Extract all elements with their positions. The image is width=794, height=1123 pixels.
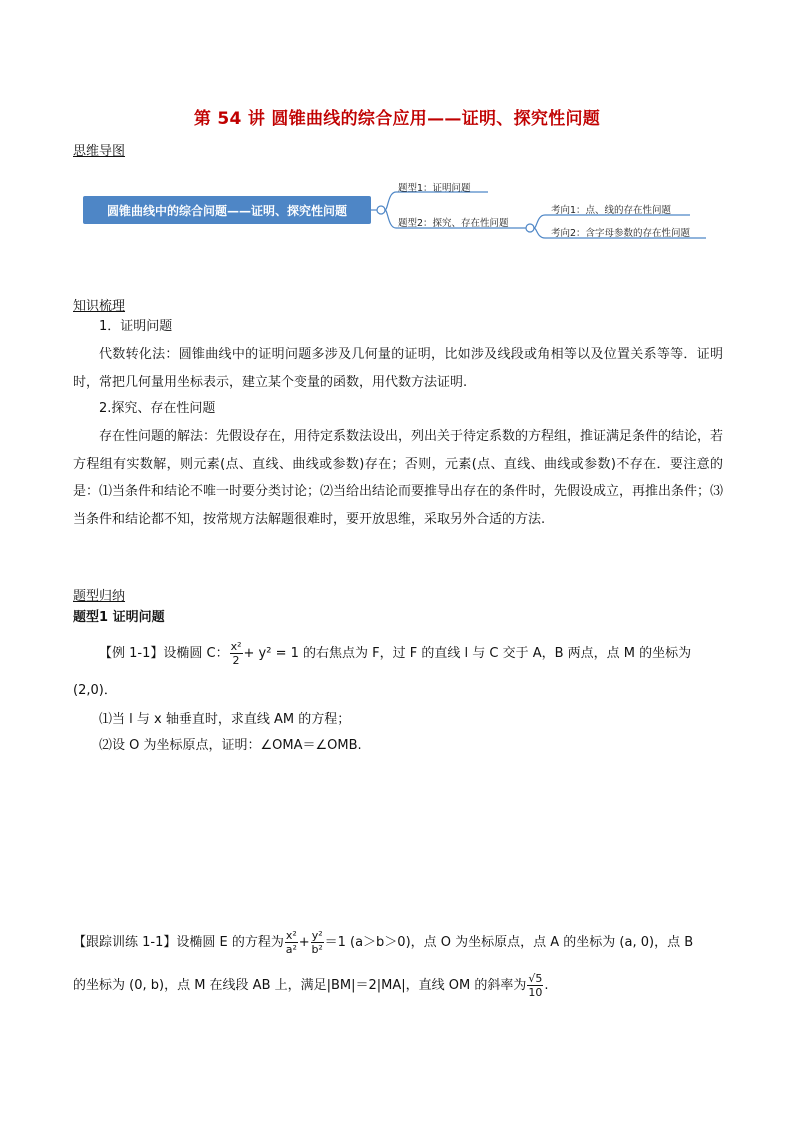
fraction-numerator: x² xyxy=(285,929,297,942)
follow-text-a: 设椭圆 E 的方程为 xyxy=(176,935,284,950)
follow-text-b: ＝1 (a＞b＞0)，点 O 为坐标原点，点 A 的坐标为 (a, 0)，点 B xyxy=(324,935,694,950)
fraction-denominator: a² xyxy=(285,943,297,956)
question-1: ⑴当 l 与 x 轴垂直时，求直线 AM 的方程； xyxy=(99,712,351,727)
mindmap-node-direction2: 考向2：含字母参数的存在性问题 xyxy=(551,228,691,239)
type1-heading: 题型1 证明问题 xyxy=(73,610,165,625)
follow-fraction-x xyxy=(285,930,298,955)
follow-fraction-slope xyxy=(527,973,543,998)
mindmap-root-node: 圆锥曲线中的综合问题——证明、探究性问题 xyxy=(83,196,371,224)
follow-training-line2 xyxy=(73,972,549,1000)
fraction-numerator: y² xyxy=(311,929,323,942)
fraction-denominator: 2 xyxy=(232,654,240,667)
follow-line2-a: 的坐标为 (0, b)，点 M 在线段 AB 上，满足|BM|＝2|MA|，直线 OM 的斜率为 xyxy=(73,978,527,993)
fraction-numerator: √5 xyxy=(528,972,543,985)
page-title: 第 54 讲 圆锥曲线的综合应用——证明、探究性问题 xyxy=(193,109,601,129)
example-fraction xyxy=(230,641,243,666)
fraction-denominator: b² xyxy=(311,943,323,956)
follow-line2-b: . xyxy=(544,978,549,993)
example-tag: 【例 1-1】 xyxy=(99,646,164,661)
example-text-a: 设椭圆 C： xyxy=(163,646,229,661)
mindmap-node-direction1: 考向1：点、线的存在性问题 xyxy=(551,205,672,216)
example-text-b: + y² = 1 的右焦点为 F，过 F 的直线 l 与 C 交于 A，B 两点，点 M 的坐标为 xyxy=(243,646,692,661)
question-2: ⑵设 O 为坐标原点，证明：∠OMA＝∠OMB. xyxy=(99,738,362,753)
item2-paragraph: 存在性问题的解法：先假设存在，用待定系数法设出，列出关于待定系数的方程组，推证满足条件的结论，若方程组有实数解，则元素(点、直线、曲线或参数)存在；否则，元素(点、直线、曲线或参数)不存在．要注意的是：⑴当条件和结论不唯一时要分类讨论；⑵当给出结论而要推导出存在的条件时，先假设成立，再推出条件；⑶当条件和结论都不知，按常规方法解题很难时，要开放思维，采取另外合适的方法. xyxy=(73,429,724,527)
fraction-numerator: x² xyxy=(230,640,242,653)
item2-title: 2.探究、存在性问题 xyxy=(99,401,216,416)
follow-training-line1: 【跟踪训练 1-1】设椭圆 E 的方程为 $\frac{\text{x²}}{\text{a²}}$ + $\frac{\text{y²}}{\text{b²}}$ ＝1 (a＞b＞0)，点 O 为坐标原点，点 A 的坐标为 (a, 0)，点 B xyxy=(73,929,694,956)
example-1-1-line2: (2,0)． xyxy=(73,683,117,698)
item1-title: 1．证明问题 xyxy=(99,319,173,334)
mindmap-node-type1: 题型1：证明问题 xyxy=(398,183,471,194)
item1-paragraph: 代数转化法：圆锥曲线中的证明问题多涉及几何量的证明，比如涉及线段或角相等以及位置关系等等．证明时，常把几何量用坐标表示，建立某个变量的函数，用代数方法证明. xyxy=(73,347,723,390)
knowledge-heading: 知识梳理 xyxy=(73,299,126,314)
follow-fraction-y xyxy=(311,930,324,955)
mindmap-node-type2: 题型2：探究、存在性问题 xyxy=(398,218,509,229)
example-1-1-line1 xyxy=(99,640,691,668)
fraction-denominator: 10 xyxy=(528,986,543,999)
types-heading: 题型归纳 xyxy=(73,589,126,604)
mindmap-heading: 思维导图 xyxy=(73,144,126,159)
follow-tag: 【跟踪训练 1-1】 xyxy=(73,935,177,950)
